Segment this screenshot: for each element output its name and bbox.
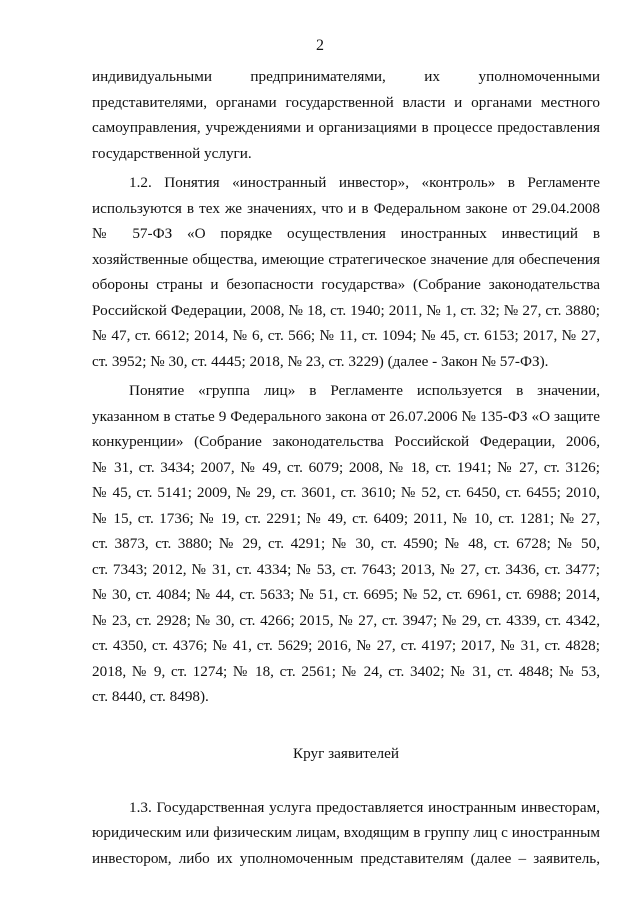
intro-line: индивидуальными предпринимателями, их уполномоченными <box>92 68 600 85</box>
paragraph-line: № 15, ст. 1736; № 19, ст. 2291; № 49, ст. 6409; 2011, № 10, ст. 1281; № 27, <box>92 509 600 527</box>
paragraph-group-of-persons <box>92 378 600 710</box>
paragraph-line: 2018, № 9, ст. 1274; № 18, ст. 2561; № 24, ст. 3402; № 31, ст. 4848; № 53, <box>92 662 600 680</box>
intro-line: государственной услуги. <box>92 144 252 162</box>
paragraph-1-3 <box>92 795 600 872</box>
paragraph-line: инвестором, либо их уполномоченным представителям (далее – заявитель, <box>92 849 600 867</box>
paragraph-line: ст. 3873, ст. 3880; № 29, ст. 4291; № 30, ст. 4590; № 48, ст. 6728; № 50, <box>92 535 600 552</box>
paragraph-line: 1.2. Понятия «иностранный инвестор», «контроль» в Регламенте <box>129 174 600 191</box>
paragraph-line: обороны страны и безопасности государства» (Собрание законодательства <box>92 276 600 293</box>
paragraph-line: юридическим или физическим лицам, входящим в группу лиц с иностранным <box>92 824 600 841</box>
paragraph-line: указанном в статье 9 Федерального закона от 26.07.2006 № 135-ФЗ «О защите <box>92 407 600 425</box>
page-number: 2 <box>316 37 324 54</box>
paragraph-line: № 47, ст. 6612; 2014, № 6, ст. 566; № 11, ст. 1094; № 45, ст. 6153; 2017, № 27, <box>92 327 600 344</box>
intro-paragraph <box>92 64 600 166</box>
section-heading: Круг заявителей <box>293 744 399 762</box>
paragraph-line: Понятие «группа лиц» в Регламенте используется в значении, <box>129 382 600 399</box>
intro-line: представителями, органами государственной власти и органами местного <box>92 93 600 111</box>
paragraph-line: конкуренции» (Собрание законодательства Российской Федерации, 2006, <box>92 433 600 450</box>
document-body <box>92 64 600 871</box>
intro-line: самоуправления, учреждениями и организациями в процессе предоставления <box>92 119 600 136</box>
paragraph-line: Российской Федерации, 2008, № 18, ст. 1940; 2011, № 1, ст. 32; № 27, ст. 3880; <box>92 301 600 319</box>
paragraph-line: ст. 8440, ст. 8498). <box>92 688 209 705</box>
paragraph-line: хозяйственные общества, имеющие стратегическое значение для обеспечения <box>92 250 600 268</box>
paragraph-line: 1.3. Государственная услуга предоставляется иностранным инвесторам, <box>129 798 600 816</box>
paragraph-line: ст. 3952; № 30, ст. 4445; 2018, № 23, ст. 3229) (далее - Закон № 57-ФЗ). <box>92 352 549 370</box>
paragraph-line: № 45, ст. 5141; 2009, № 29, ст. 3601, ст. 3610; № 52, ст. 6450, ст. 6455; 2010, <box>92 484 600 501</box>
paragraph-line: ст. 4350, ст. 4376; № 41, ст. 5629; 2016, № 27, ст. 4197; 2017, № 31, ст. 4828; <box>92 637 600 654</box>
paragraph-1-2 <box>92 170 600 374</box>
paragraph-line: № 30, ст. 4084; № 44, ст. 5633; № 51, ст. 6695; № 52, ст. 6961, ст. 6988; 2014, <box>92 586 600 603</box>
paragraph-line: № 31, ст. 3434; 2007, № 49, ст. 6079; 2008, № 18, ст. 1941; № 27, ст. 3126; <box>92 458 600 476</box>
paragraph-line: № 23, ст. 2928; № 30, ст. 4266; 2015, № 27, ст. 3947; № 29, ст. 4339, ст. 4342, <box>92 611 600 629</box>
paragraph-line: ст. 7343; 2012, № 31, ст. 4334; № 53, ст. 7643; 2013, № 27, ст. 3436, ст. 3477; <box>92 560 600 578</box>
paragraph-line: используются в тех же значениях, что и в Федеральном законе от 29.04.2008 <box>92 199 600 217</box>
paragraph-line: № 57-ФЗ «О порядке осуществления иностранных инвестиций в <box>92 225 600 242</box>
